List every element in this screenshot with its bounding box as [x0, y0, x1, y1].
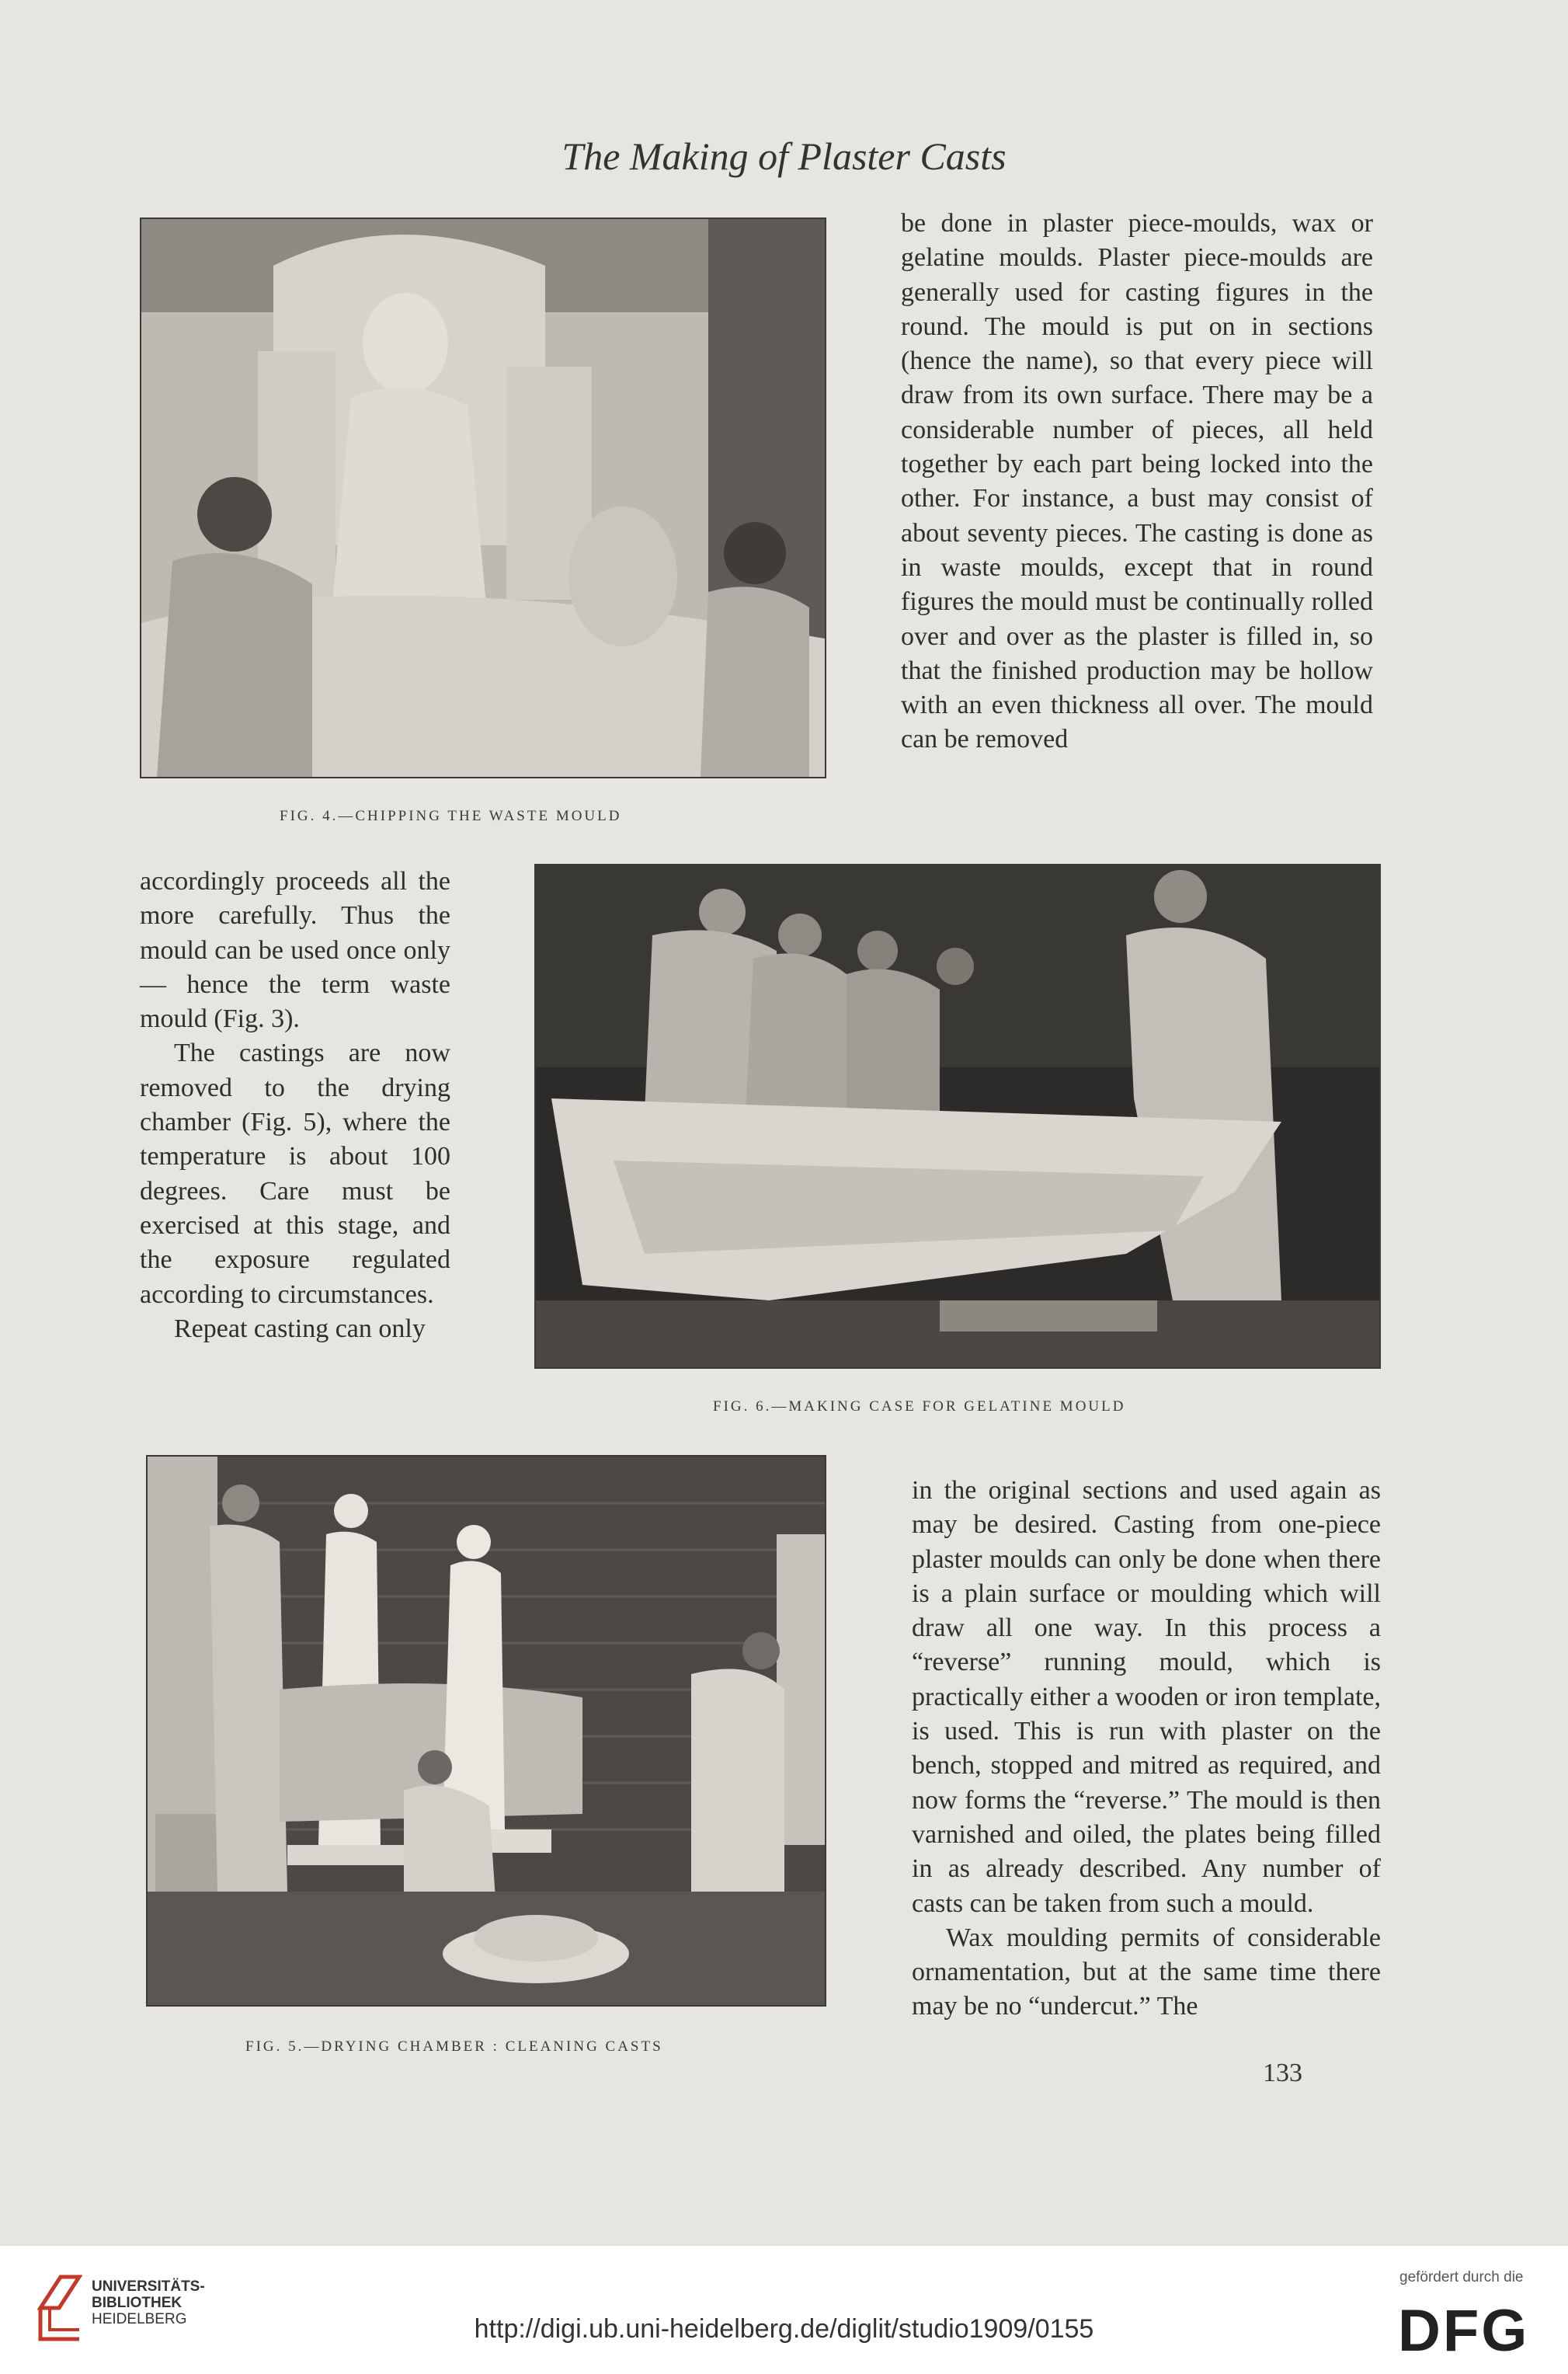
- dfg-logo: DFG: [1398, 2298, 1530, 2364]
- fig6-caption: FIG. 6.—MAKING CASE FOR GELATINE MOULD: [713, 1398, 1126, 1415]
- fig5-caption: FIG. 5.—DRYING CHAMBER : CLEANING CASTS: [245, 2038, 663, 2055]
- text-block-upper-right: [901, 207, 1373, 757]
- library-line-1: UNIVERSITÄTS-: [92, 2278, 205, 2295]
- paragraph: accordingly proceeds all the more carefully. Thus the mould can be used once only — hence the term waste mould (Fig. 3).: [140, 867, 450, 1034]
- sponsor-note: gefördert durch die: [1399, 2269, 1524, 2285]
- footer-bar: [0, 2245, 1568, 2374]
- running-head: The Making of Plaster Casts: [561, 134, 1007, 178]
- fig4-caption: FIG. 4.—CHIPPING THE WASTE MOULD: [280, 808, 622, 824]
- paragraph: in the original sections and used again as may be desired. Casting from one-piece plaster moulds can only be done when there is a plain surface or moulding which will draw all one way. In this process a “reverse” running mould, which is practically either a wooden or iron template, is used. This is run with plaster on the bench, stopped and mitred as required, and now forms the “reverse.” The mould is then varnished and oiled, the plates being filled in as already described. Any number of casts can be taken from such a mould.: [912, 1476, 1381, 1918]
- library-line-3: HEIDELBERG: [92, 2311, 187, 2327]
- paragraph: The castings are now removed to the drying chamber (Fig. 5), where the temperature is about 100 degrees. Care must be exercised at this stage, and the exposure regulated according to circumstances.: [140, 1039, 450, 1309]
- paragraph: Repeat casting can only: [174, 1314, 426, 1343]
- permalink-url[interactable]: http://digi.ub.uni-heidelberg.de/diglit/studio1909/0155: [474, 2314, 1094, 2344]
- fig5-photo: [146, 1455, 826, 2007]
- fig4-photo: [140, 218, 826, 778]
- library-line-2: BIBLIOTHEK: [92, 2295, 183, 2311]
- paragraph: be done in plaster piece-moulds, wax or gelatine moulds. Plaster piece-moulds are generally used for casting figures in the round. The mould is put on in sections (hence the name), so that every piece will draw from its own surface. There may be a considerable number of pieces, all held together by each part being locked into the other. For instance, a bust may consist of about seventy pieces. The casting is done as in waste moulds, except that in round figures the mould must be continually rolled over and over as the plaster is filled in, so that the finished production may be hollow with an even thickness all over. The mould can be removed: [901, 209, 1373, 754]
- fig6-photo: [534, 864, 1381, 1369]
- text-block-lower-right: [912, 1474, 1381, 2024]
- text-block-left: [140, 865, 450, 1346]
- page-number: 133: [1263, 2059, 1302, 2087]
- paragraph: Wax moulding permits of considerable ornamentation, but at the same time there may be no “undercut.” The: [912, 1923, 1381, 2021]
